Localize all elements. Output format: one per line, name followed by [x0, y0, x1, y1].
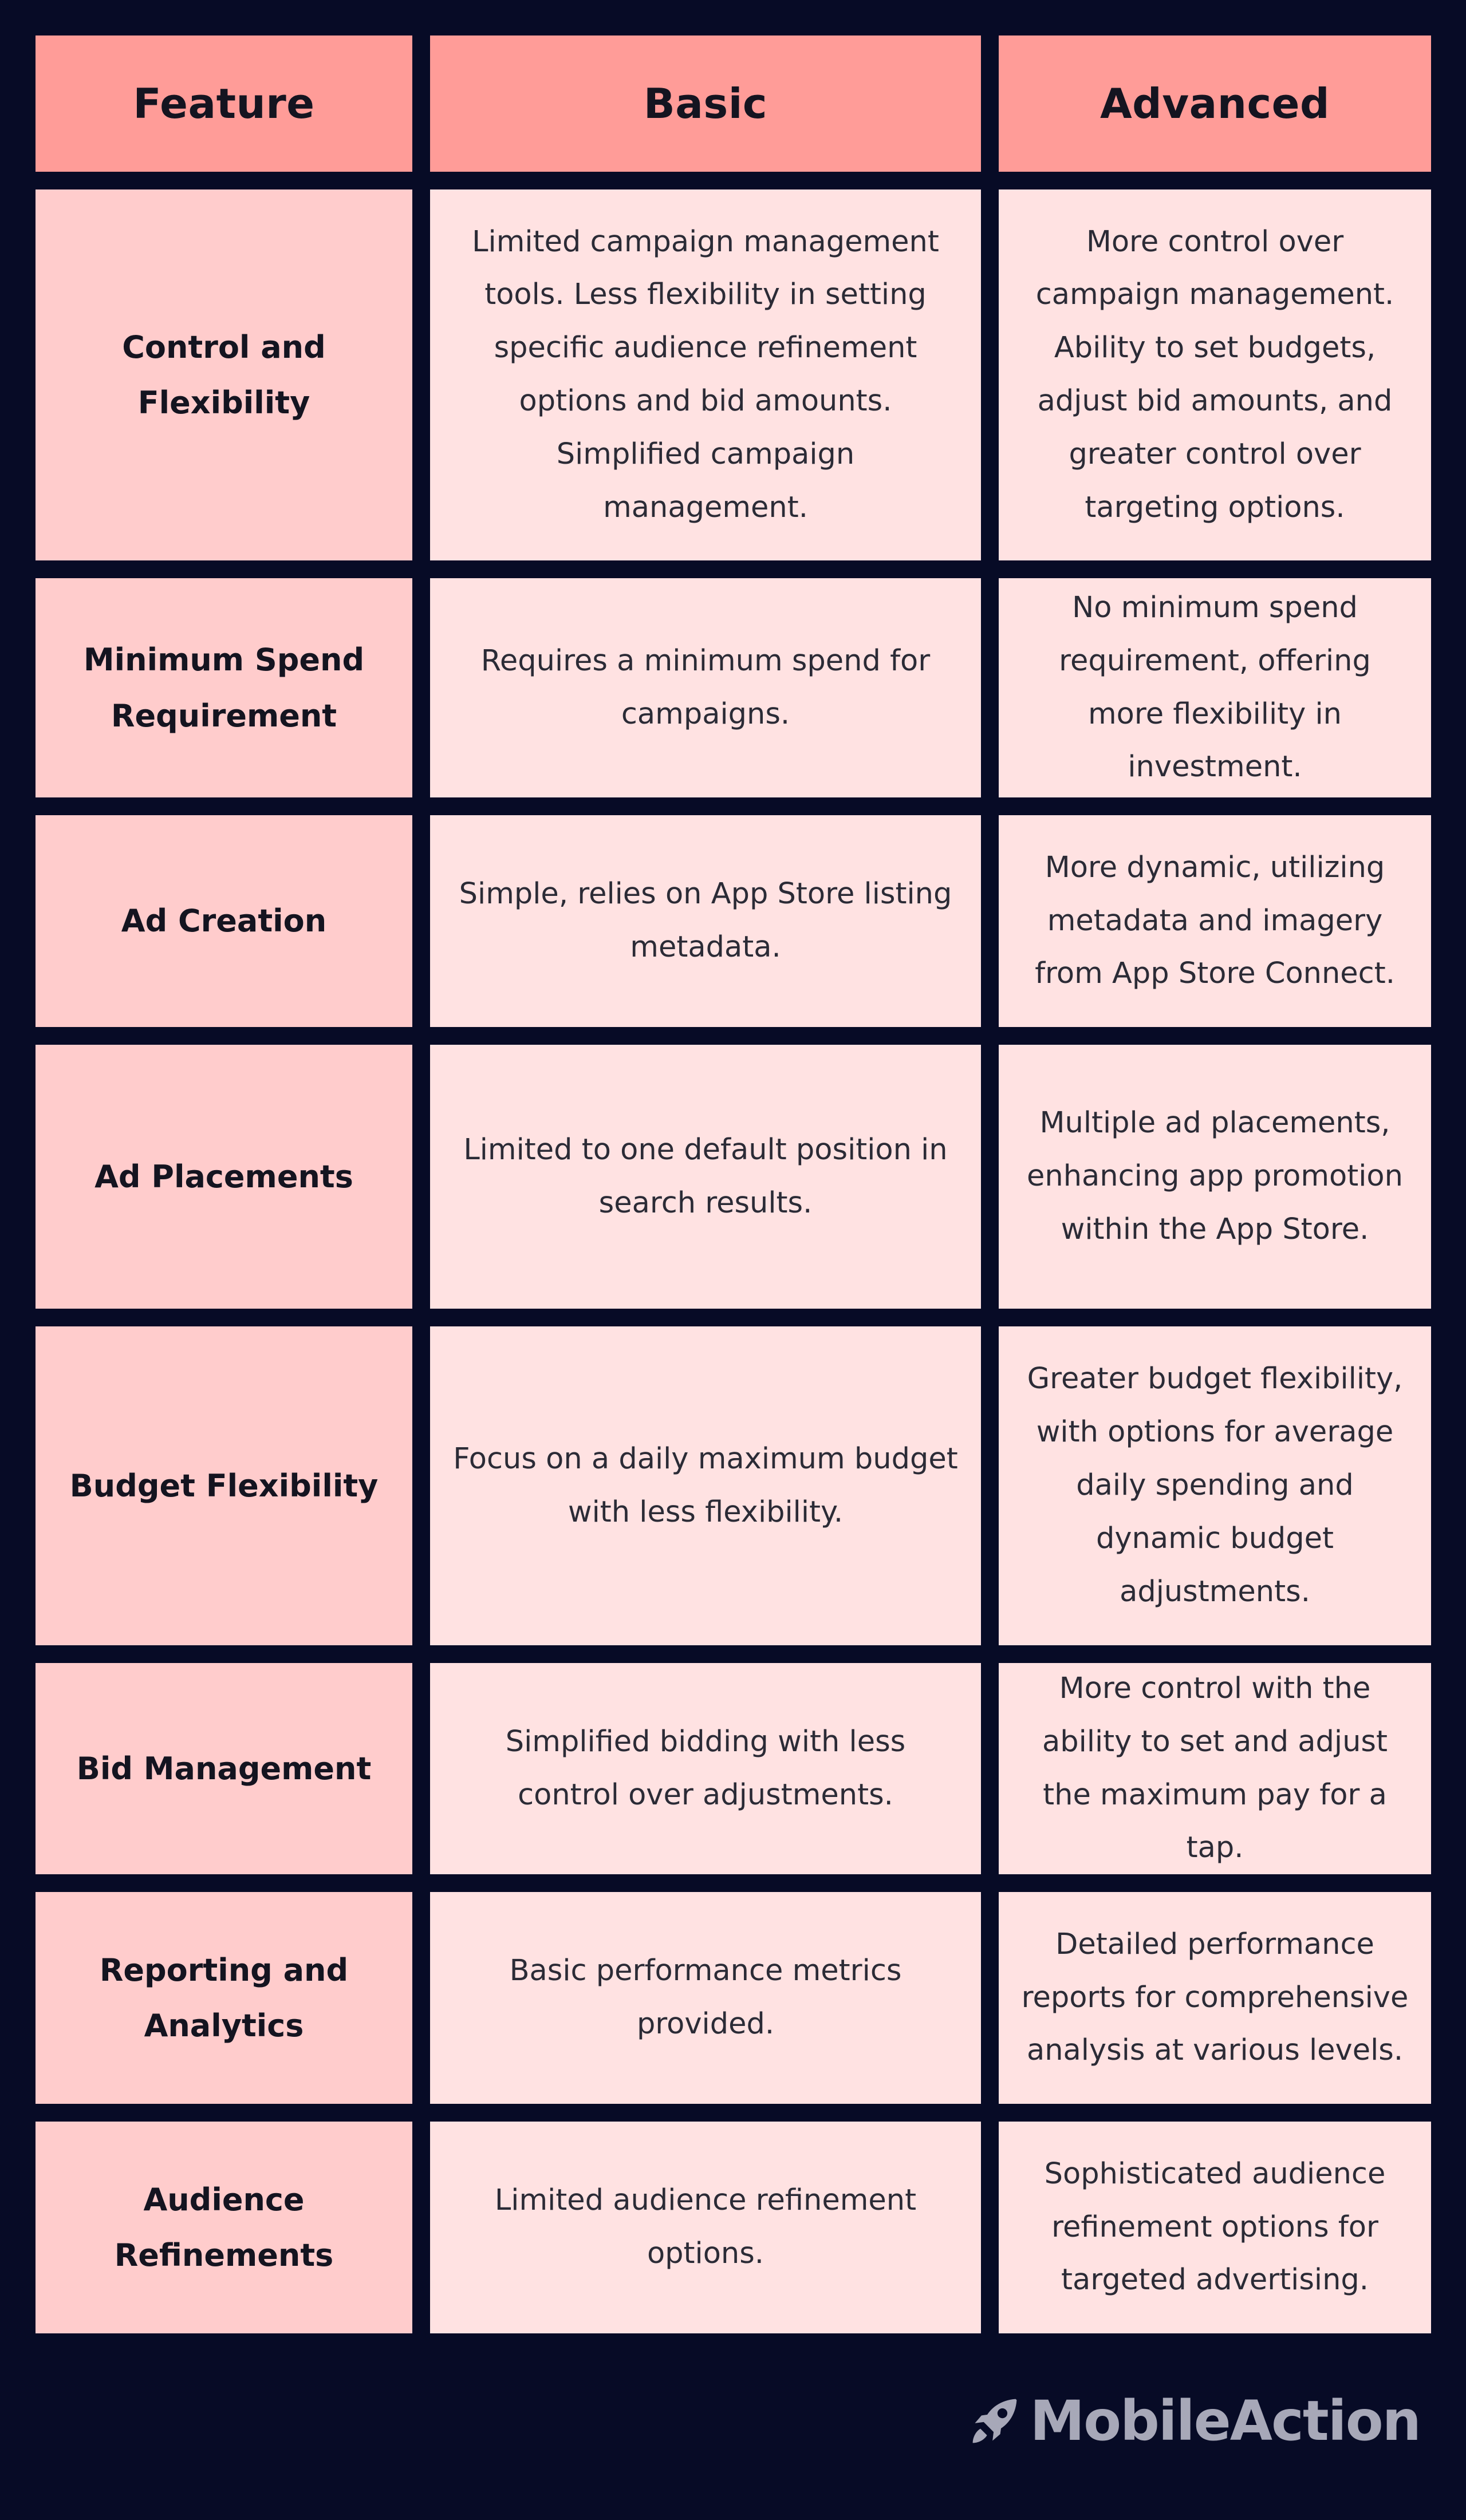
- basic-cell: Requires a minimum spend for campaigns.: [430, 578, 981, 797]
- advanced-cell: Multiple ad placements, enhancing app promotion within the App Store.: [999, 1045, 1431, 1309]
- advanced-cell: Greater budget flexibility, with options for average daily spending and dynamic budget adjustments.: [999, 1326, 1431, 1645]
- basic-cell: Limited campaign management tools. Less flexibility in setting specific audience refinement options and bid amounts. Simplified campaign management.: [430, 189, 981, 560]
- brand-name: MobileAction: [1030, 2389, 1420, 2453]
- feature-cell: Ad Creation: [36, 815, 412, 1027]
- advanced-cell: No minimum spend requirement, offering more flexibility in investment.: [999, 578, 1431, 797]
- basic-cell: Simple, relies on App Store listing metadata.: [430, 815, 981, 1027]
- basic-cell: Limited to one default position in search results.: [430, 1045, 981, 1309]
- header-feature: Feature: [36, 35, 412, 172]
- feature-cell: Bid Management: [36, 1663, 412, 1874]
- header-basic: Basic: [430, 35, 981, 172]
- basic-cell: Basic performance metrics provided.: [430, 1892, 981, 2104]
- basic-cell: Simplified bidding with less control over adjustments.: [430, 1663, 981, 1874]
- feature-cell: Control and Flexibility: [36, 189, 412, 560]
- feature-cell: Audience Refinements: [36, 2122, 412, 2333]
- advanced-cell: Sophisticated audience refinement options for targeted advertising.: [999, 2122, 1431, 2333]
- advanced-cell: More control with the ability to set and adjust the maximum pay for a tap.: [999, 1663, 1431, 1874]
- brand-logo: [967, 2389, 1420, 2452]
- rocket-icon: [967, 2393, 1022, 2448]
- feature-cell: Budget Flexibility: [36, 1326, 412, 1645]
- feature-cell: Reporting and Analytics: [36, 1892, 412, 2104]
- advanced-cell: More dynamic, utilizing metadata and imagery from App Store Connect.: [999, 815, 1431, 1027]
- feature-cell: Ad Placements: [36, 1045, 412, 1309]
- feature-cell: Minimum Spend Requirement: [36, 578, 412, 797]
- advanced-cell: Detailed performance reports for comprehensive analysis at various levels.: [999, 1892, 1431, 2104]
- basic-cell: Limited audience refinement options.: [430, 2122, 981, 2333]
- header-advanced: Advanced: [999, 35, 1431, 172]
- advanced-cell: More control over campaign management. Ability to set budgets, adjust bid amounts, and greater control over targeting options.: [999, 189, 1431, 560]
- comparison-table: [36, 35, 1431, 2333]
- basic-cell: Focus on a daily maximum budget with less flexibility.: [430, 1326, 981, 1645]
